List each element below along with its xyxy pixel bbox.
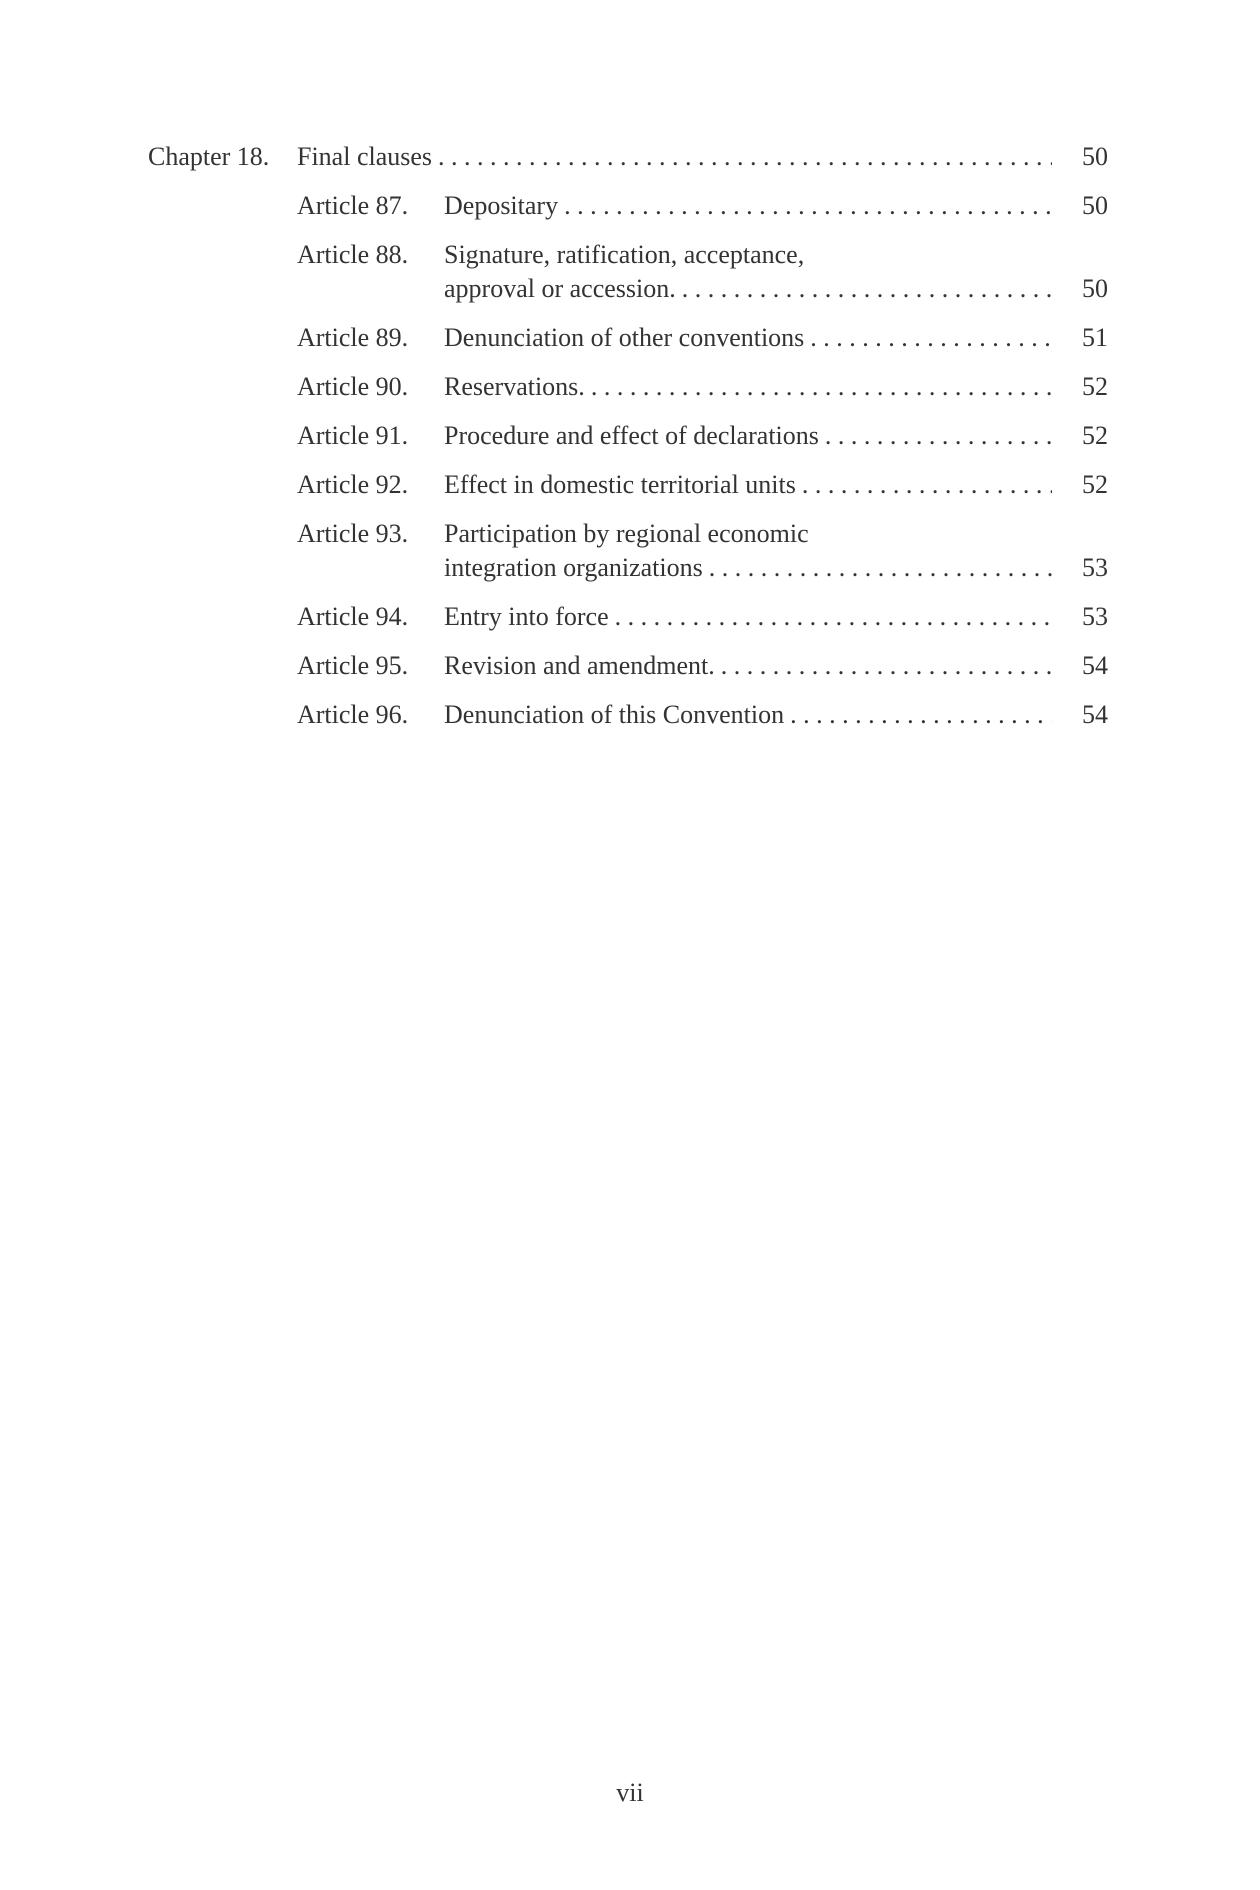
dot-leader xyxy=(703,551,1052,585)
article-title-wrap xyxy=(444,321,1064,355)
article-page-number: 53 xyxy=(1082,602,1108,631)
article-title-wrap xyxy=(444,649,1064,683)
article-title-line xyxy=(444,698,1108,732)
toc-article-entry xyxy=(297,600,1108,634)
chapter-title-wrap xyxy=(297,140,1064,174)
article-list xyxy=(148,189,1108,732)
toc-article-entry xyxy=(297,238,1108,306)
article-title-line xyxy=(444,419,1108,453)
article-title-wrap xyxy=(444,189,1064,223)
article-page-number: 50 xyxy=(1082,191,1108,220)
article-title-wrap xyxy=(444,468,1064,502)
article-number: Article 93. xyxy=(297,519,409,548)
chapter-number: Chapter 18. xyxy=(148,142,270,171)
article-body xyxy=(444,238,1108,306)
article-number: Article 94. xyxy=(297,602,409,631)
article-title-line xyxy=(444,649,1108,683)
article-title-wrap xyxy=(444,370,1064,404)
article-body xyxy=(444,649,1108,683)
article-title-wrap xyxy=(444,600,1064,634)
article-title: Entry into force xyxy=(444,602,609,631)
article-number: Article 91. xyxy=(297,421,409,450)
dot-leader xyxy=(585,370,1052,404)
article-body xyxy=(444,698,1108,732)
article-title-line xyxy=(444,600,1108,634)
table-of-contents xyxy=(148,140,1108,747)
article-number: Article 89. xyxy=(297,323,409,352)
chapter-title: Final clauses xyxy=(297,142,433,171)
article-body xyxy=(444,321,1108,355)
article-title-wrap xyxy=(444,698,1064,732)
article-title-wrap xyxy=(444,419,1064,453)
dot-leader xyxy=(804,321,1052,355)
article-page-number: 54 xyxy=(1082,651,1108,680)
article-body xyxy=(444,370,1108,404)
toc-article-entry xyxy=(297,698,1108,732)
toc-article-entry xyxy=(297,649,1108,683)
article-number: Article 90. xyxy=(297,372,409,401)
article-body xyxy=(444,189,1108,223)
toc-article-entry xyxy=(297,517,1108,585)
toc-chapter-entry xyxy=(148,140,1108,174)
article-page-number: 52 xyxy=(1082,372,1108,401)
article-title: Effect in domestic territorial units xyxy=(444,470,796,499)
article-title: Depositary xyxy=(444,191,559,220)
article-title-line xyxy=(444,189,1108,223)
dot-leader xyxy=(609,600,1052,634)
toc-article-entry xyxy=(297,189,1108,223)
article-title-wrap xyxy=(444,551,1064,585)
dot-leader xyxy=(676,272,1052,306)
article-title: Denunciation of other conventions xyxy=(444,323,805,352)
article-number: Article 92. xyxy=(297,470,409,499)
toc-article-entry xyxy=(297,370,1108,404)
article-body xyxy=(444,517,1108,585)
article-title: Revision and amendment. xyxy=(444,651,715,680)
article-title-first-line: Signature, ratification, acceptance, xyxy=(444,240,805,269)
article-page-number: 50 xyxy=(1082,274,1108,303)
article-title-line xyxy=(444,321,1108,355)
article-title: Reservations. xyxy=(444,372,585,401)
article-title: Denunciation of this Convention xyxy=(444,700,785,729)
article-title-wrap xyxy=(444,272,1064,306)
dot-leader xyxy=(819,419,1052,453)
dot-leader xyxy=(432,140,1052,174)
article-page-number: 53 xyxy=(1082,553,1108,582)
toc-article-entry xyxy=(297,419,1108,453)
article-title-line xyxy=(444,272,1108,306)
toc-article-entry xyxy=(297,321,1108,355)
article-page-number: 52 xyxy=(1082,470,1108,499)
dot-leader xyxy=(715,649,1052,683)
dot-leader xyxy=(558,189,1052,223)
article-title-first-line: Participation by regional economic xyxy=(444,519,809,548)
article-title-line xyxy=(444,370,1108,404)
article-body xyxy=(444,468,1108,502)
article-page-number: 51 xyxy=(1082,323,1108,352)
article-title-line xyxy=(444,468,1108,502)
article-number: Article 88. xyxy=(297,240,409,269)
article-number: Article 95. xyxy=(297,651,409,680)
dot-leader xyxy=(784,698,1052,732)
article-title: Procedure and effect of declarations xyxy=(444,421,819,450)
article-page-number: 54 xyxy=(1082,700,1108,729)
article-body xyxy=(444,600,1108,634)
toc-article-entry xyxy=(297,468,1108,502)
article-number: Article 87. xyxy=(297,191,409,220)
article-body xyxy=(444,419,1108,453)
chapter-page-number: 50 xyxy=(1082,142,1108,171)
article-page-number: 52 xyxy=(1082,421,1108,450)
page-footer-number: vii xyxy=(616,1778,644,1807)
article-title: approval or accession. xyxy=(444,274,676,303)
dot-leader xyxy=(796,468,1052,502)
article-number: Article 96. xyxy=(297,700,409,729)
article-title-line xyxy=(444,551,1108,585)
article-title: integration organizations xyxy=(444,553,703,582)
